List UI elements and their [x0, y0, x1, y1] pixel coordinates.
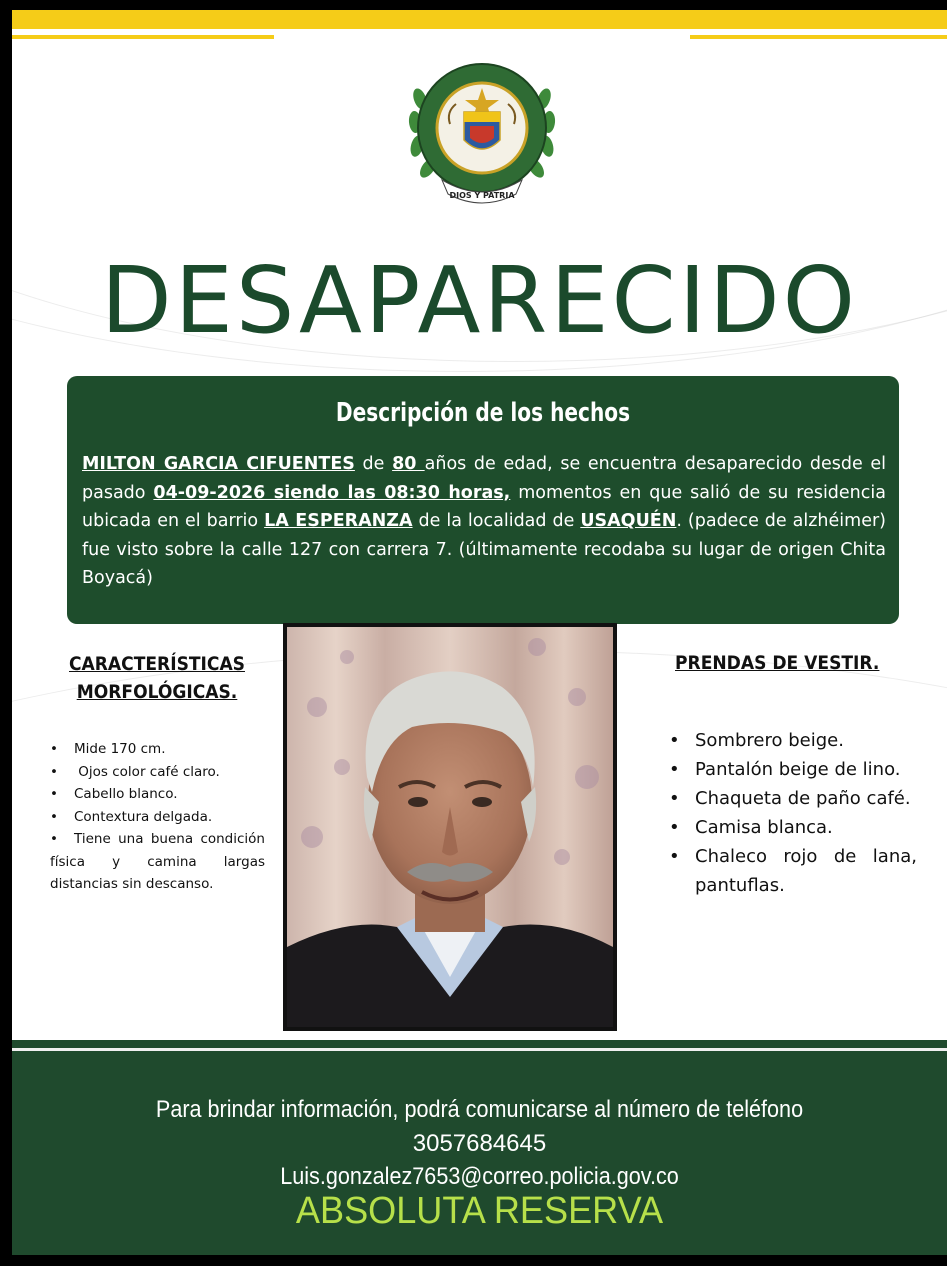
portrait-image — [287, 627, 613, 1027]
top-yellow-band — [12, 10, 947, 29]
age-value: 80 — [392, 454, 425, 474]
list-item: • Mide 170 cm. — [50, 738, 265, 761]
description-fragment: de la localidad de — [412, 511, 581, 531]
list-item: • Chaqueta de paño café. — [667, 784, 917, 813]
contact-email: Luis.gonzalez7653@correo.policia.gov.co — [280, 1163, 679, 1190]
contact-instructions: Para brindar información, podrá comunicarse al número de teléfono — [155, 1096, 804, 1123]
description-fragment: de — [354, 454, 393, 474]
locality-value: USAQUÉN — [580, 511, 677, 531]
top-yellow-line-left — [12, 35, 274, 39]
description-title: Descripción de los hechos — [335, 398, 631, 428]
list-item: • Ojos color café claro. — [50, 761, 265, 784]
footer-divider — [12, 1048, 947, 1051]
characteristics-title-line2: MORFOLÓGICAS. — [76, 681, 238, 703]
missing-person-name: MILTON GARCIA CIFUENTES — [82, 454, 355, 474]
list-item: • Cabello blanco. — [50, 783, 265, 806]
description-box — [67, 376, 899, 624]
description-text — [82, 450, 886, 593]
confidentiality-notice: ABSOLUTA RESERVA — [295, 1190, 664, 1232]
contact-footer — [12, 1040, 947, 1255]
contact-phone: 3057684645 — [412, 1130, 547, 1157]
policia-nacional-seal-icon — [406, 54, 558, 210]
list-item: • Chaleco rojo de lana, pantuflas. — [667, 842, 917, 900]
seal-motto: DIOS Y PATRIA — [449, 191, 515, 200]
description-fragment: años de edad, se encuentra desaparecido desde el pasado — [82, 454, 886, 503]
clothing-list — [667, 726, 917, 900]
list-item: • Sombrero beige. — [667, 726, 917, 755]
missing-person-poster — [12, 10, 947, 1255]
neighborhood-value: LA ESPERANZA — [264, 511, 413, 531]
list-item: • Contextura delgada. — [50, 806, 265, 829]
top-yellow-line-right — [690, 35, 947, 39]
missing-person-photo — [283, 623, 617, 1031]
description-fragment: . (padece de alzhéimer) fue visto sobre la calle 127 con carrera 7. (últimamente recodaba su lugar de origen Chita Boyacá) — [82, 511, 886, 588]
list-item: • Camisa blanca. — [667, 813, 917, 842]
characteristics-title — [52, 650, 262, 706]
headline-desaparecido: DESAPARECIDO — [100, 247, 859, 354]
list-item: • Tiene una buena condición física y camina largas distancias sin descanso. — [50, 828, 265, 896]
characteristics-title-line1: CARACTERÍSTICAS — [69, 653, 245, 675]
list-item: • Pantalón beige de lino. — [667, 755, 917, 784]
characteristics-list — [50, 738, 265, 896]
clothing-title: PRENDAS DE VESTIR. — [675, 652, 880, 674]
date-time-value: 04-09-2026 siendo las 08:30 horas, — [153, 482, 511, 503]
description-fragment: momentos en que salió de su residencia ubicada en el barrio — [82, 482, 886, 531]
